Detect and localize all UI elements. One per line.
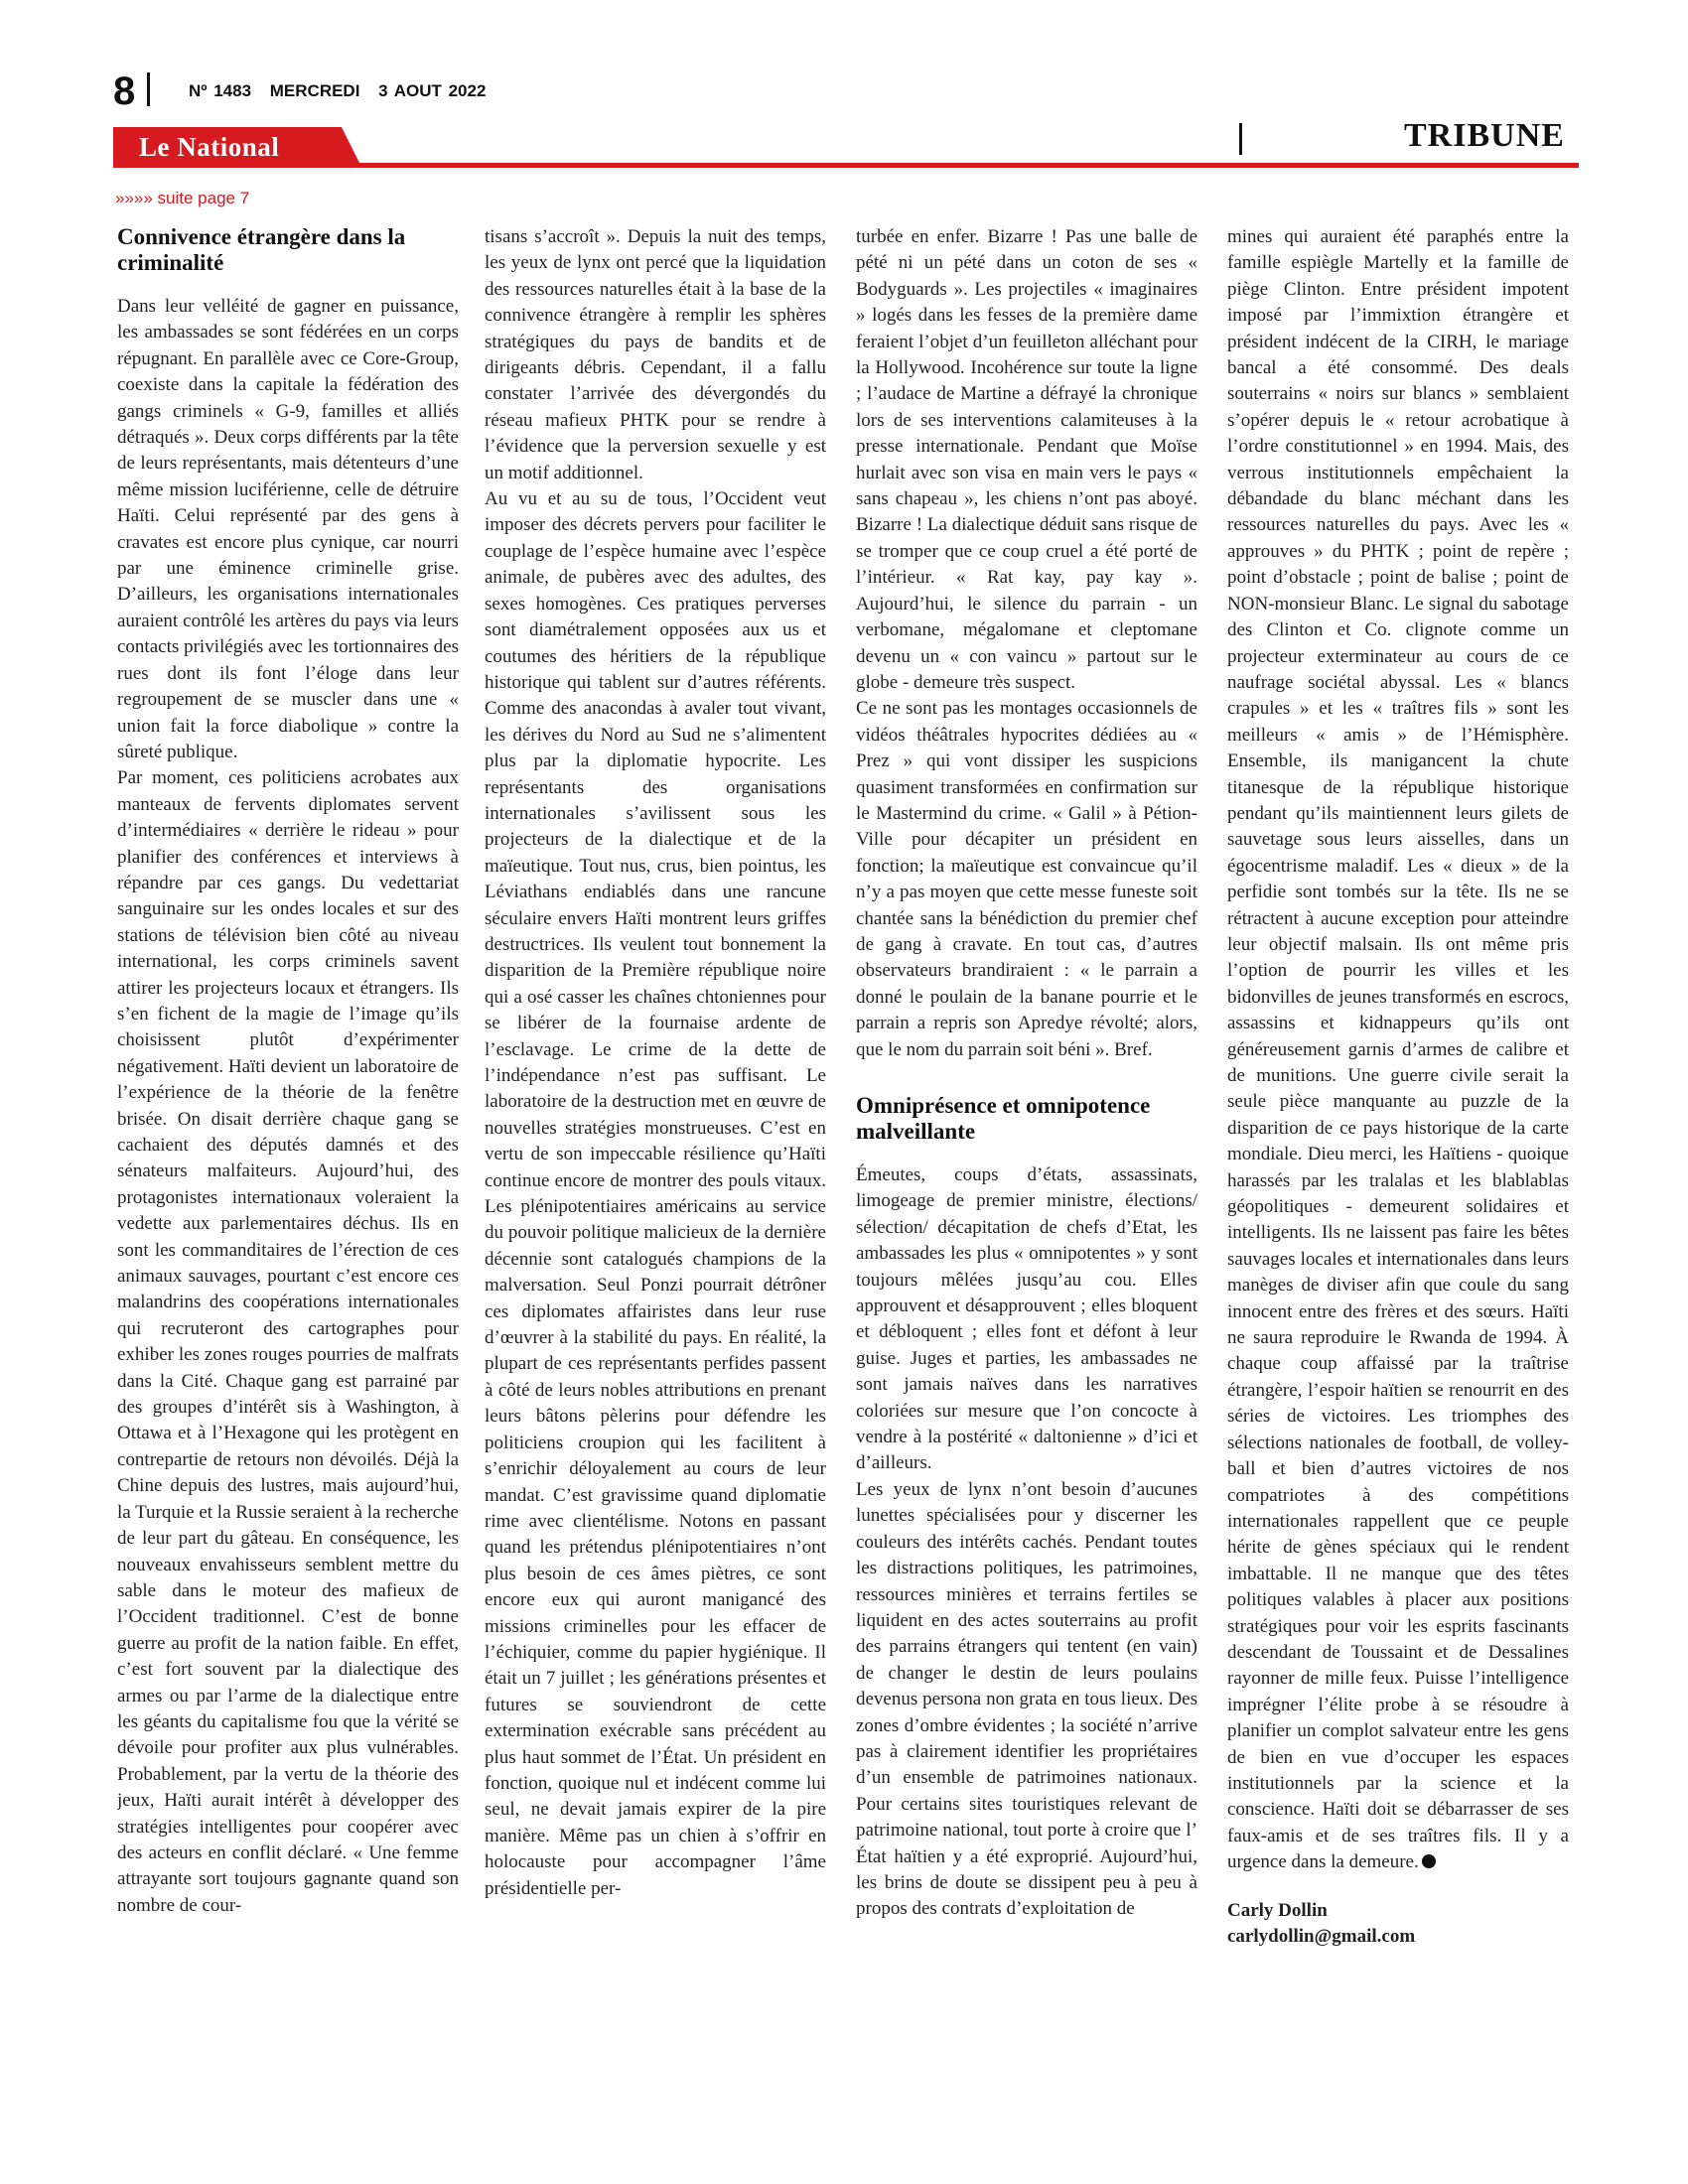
article-paragraph-text: mines qui auraient été paraphés entre la famille espiègle Martelly et la famille de piège Clinton. Entre président impotent imposé par l’immixtion étrangère et président indécent de la CIRH, le mariage bancal a été consommé. Des deals souterrains « noirs sur blancs » semblaient s’opérer depuis le « retour acrobatique à l’ordre constitutionnel » en 1994. Mais, des verrous institutionnels empêchaient la débandade du blanc méchant dans les ressources naturelles du pays. Avec les « approuves » du PHTK ; point de repère ; point d’obstacle ; point de balise ; point de NON-monsieur Blanc. Le signal du sabotage des Clinton et Co. clignote comme un projecteur exterminateur au cours de ce naufrage sociétal abyssal. Les « blancs crapules » et les « traîtres fils » sont les meilleurs « amis » de l’Hémisphère. Ensemble, ils manigancent la chute titanesque de la république historique pendant qu’ils maintiennent leurs gilets de sauvetage sous leurs aisselles, dans un égocentrisme maladif. Les « dieux » de la perfidie sont tombés sur la tête. Ils ne se rétractent à aucune exception pour atteindre leur objectif malsain. Ils ont même pris l’option de pourrir les villes et les bidonvilles de jeunes transformés en escrocs, assassins et kidnappeurs qu’ils ont généreusement garnis d’armes de calibre et de munitions. Une guerre civile serait la seule pièce manquante au puzzle de la disparition de ce pays historique de la carte mondiale. Dieu merci, les Haïtiens - quoique harassés par les tralalas et les blablablas géopolitiques - demeurent solidaires et intelligents. Ils ne laissent pas faire les bêtes sauvages locales et internationales dans leurs manèges de diviser afin que coule du sang innocent entre des frères et des sœurs. Haïti ne saura reproduire le Rwanda de 1994. À chaque coup affaissé par la traîtrise étrangère, l’espoir haïtien se renourrit en des séries de victoires. Les triomphes des sélections nationales de football, de volley-ball et bien d’autres victoires de nos compatriotes à des compétitions internationales rappellent que ce peuple hérite de gènes spéciaux qui le rendent imbattable. Il ne manque que des têtes politiques valables à placer aux positions stratégiques pour voir les esprits fascinants descendant de Toussaint et de Dessalines rayonner de mille feux. Puisse l’intelligence imprégner l’élite probe à se résoudre à planifier un complot salvateur entre les gens de bien en vue d’occuper les espaces institutionnels par la science et la conscience. Haïti doit se débarrasser de ses faux-amis et de ses traîtres fils. Il y a urgence dans la demeure. bbox=[1227, 226, 1569, 1873]
article-paragraph-final bbox=[1227, 224, 1569, 1876]
brand-name: Le National bbox=[139, 132, 280, 162]
article-paragraph: Par moment, ces politiciens acrobates aux manteaux de fervents diplomates servent d’intermédiaires « derrière le rideau » pour planifier des conférences et interviews à répandre par ces gangs. Du vedettariat sanguinaire sur les ondes locales et sur des stations de télévision bien côté au niveau international, les corps criminels savent attirer les projecteurs locaux et étrangers. Ils s’en fichent de la magie de l’image qu’ils choisissent plutôt d’expérimenter négativement. Haïti devient un laboratoire de l’expérience de la théorie de la fenêtre brisée. On disait derrière chaque gang se cachaient des députés damnés et des sénateurs malfaiteurs. Aujourd’hui, des protagonistes internationaux voleraient la vedette aux parlementaires déchus. Ils en sont les commanditaires de l’érection de ces animaux sauvages, pourtant c’est encore ces malandrins des coopérations internationales qui recruteront des cartographes pour exhiber les zones rouges pourries de malfrats dans la Cité. Chaque gang est parrainé par des groupes d’intérêt sis à Washington, à Ottawa et à l’Hexagone qui les protègent en contrepartie de retours non dévoilés. Déjà la Chine depuis des lustres, mais aujourd’hui, la Turquie et la Russie seraient à la recherche de leur part du gâteau. En conséquence, les nouveaux envahisseurs semblent mettre du sable dans le moteur des mafieux de l’Occident traditionnel. C’est de bonne guerre au profit de la nation faible. En effet, c’est fort souvent par la dialectique des armes ou par l’arme de la dialectique entre les géants du capitalisme fou que la vérité se dévoile pour profiter aux plus vulnérables. Probablement, par la vertu de la théorie des jeux, Haïti aurait intérêt à développer des stratégies intelligentes pour coopérer avec des acteurs en conflit déclaré. « Une femme attrayante sort toujours gagnante quand son nombre de cour- bbox=[117, 767, 459, 1916]
article-paragraph: turbée en enfer. Bizarre ! Pas une balle de pété ni un pété dans un coton de ses « Bodyguards ». Les projectiles « imaginaires » logés dans les fesses de la première dame feraient l’objet d’un feuilleton alléchant pour la Hollywood. Incohérence sur toute la ligne ; l’audace de Martine a défrayé la chronique lors de ses interventions calamiteuses à la presse internationale. Pendant que Moïse hurlait avec son visa en main vers le pays « sans chapeau », les chiens n’ont pas aboyé. Bizarre ! La dialectique déduit sans risque de se tromper que ce coup cruel a été porté de l’intérieur. « Rat kay, pay kay ». Aujourd’hui, le silence du parrain - un verbomane, mégalomane et cleptomane devenu un « con vaincu » partout sur le globe - demeure très suspect. bbox=[856, 226, 1197, 693]
author-email: carlydollin@gmail.com bbox=[1227, 1925, 1416, 1947]
article-subheading: Connivence étrangère dans la criminalité bbox=[117, 224, 406, 275]
section-title: TRIBUNE bbox=[1404, 117, 1565, 154]
article-paragraph: Ce ne sont pas les montages occasionnels de vidéos théâtrales hypocrites dédiées au « Prez » qui vont dissiper les suspicions quasiment transformées en confirmation sur le Mastermind du crime. « Galil » à Pétion-Ville pour décapiter un président en fonction; la maïeutique est convaincue qu’il n’y a pas moyen que cette messe funeste soit chantée sans la bénédiction du premier chef de gang à cravate. En tout cas, d’autres observateurs brandiraient : « le parrain a donné le poulain de la banane pourrie et le parrain a repris son Apredye révolté; alors, que le nom du parrain soit béni ». Bref. bbox=[856, 698, 1197, 1060]
page-number: 8 bbox=[113, 69, 136, 113]
issue-info bbox=[189, 81, 497, 101]
article-paragraph: Les yeux de lynx n’ont besoin d’aucunes lunettes spécialisées pour y discerner les couleurs des intérêts cachés. Pendant toutes les distractions politiques, les patrimoines, ressources minières et terrains fertiles se liquident en des actes souterrains au profit des parrains étrangers qui tentent (en vain) de changer le destin de leurs poulains devenus persona non grata en tous lieux. Des zones d’ombre évidentes ; la société n’arrive pas à clairement identifier les propriétaires d’un ensemble de patrimoines nationaux. Pour certains sites touristiques relevant de patrimoine national, tout porte à croire que l’ État haïtien y a été exproprié. Aujourd’hui, les brins de doute se dissipent peu à peu à propos des contrats d’exploitation de bbox=[856, 1478, 1197, 1920]
article-column-2 bbox=[485, 224, 826, 2111]
end-of-article-icon bbox=[1422, 1854, 1436, 1868]
author-signature bbox=[1227, 1898, 1569, 1950]
issue-day: MERCREDI bbox=[269, 81, 360, 100]
article-column-1 bbox=[117, 224, 459, 2111]
author-name: Carly Dollin bbox=[1227, 1899, 1328, 1921]
article-subheading: Omniprésence et omnipotence malveillante bbox=[856, 1093, 1151, 1144]
header-rule bbox=[113, 163, 1579, 168]
article-paragraph: tisans s’accroît ». Depuis la nuit des temps, les yeux de lynx ont percé que la liquidation des ressources naturelles était à la base de la connivence étrangère à remplir les sphères stratégiques du pays de bandits et de dirigeants débris. Cependant, il a fallu constater l’arrivée des dévergondés du réseau mafieux PHTK pour se rendre à l’évidence que la perversion sexuelle y est un motif additionnel. bbox=[485, 226, 826, 483]
continued-from: »»»» suite page 7 bbox=[115, 189, 250, 207]
article-paragraph: Au vu et au su de tous, l’Occident veut imposer des décrets pervers pour faciliter le couplage de l’espèce humaine avec l’espèce animale, de pubères avec des adultes, des sexes homogènes. Ces pratiques perverses sont diamétralement opposées aux us et coutumes des héritiers de la république historique qui tablent sur d’autres référents. Comme des anacondas à avaler tout vivant, les dérives du Nord au Sud ne s’alimentent plus par la diplomatie hypocrite. Les représentants des organisations internationales s’avilissent sous les projecteurs de la dialectique et de la maïeutique. Tout nus, crus, bien pointus, les Léviathans endiablés dans une rancune séculaire envers Haïti montrent leurs griffes destructrices. Ils veulent tout bonnement la disparition de la Première république noire qui a osé casser les chaînes chtoniennes pour se libérer de la fournaise ardente de l’esclavage. Le crime de la dette de l’indépendance n’est pas suffisant. Le laboratoire de la destruction met en œuvre de nouvelles stratégies monstrueuses. C’est en vertu de son impeccable résilience qu’Haïti continue encore de montrer des pouls vitaux. Les plénipotentiaires américains au service du pouvoir politique malicieux de la dernière décennie sont catalogués champions de la malversation. Seul Ponzi pourrait détrôner ces diplomates affairistes dans leur ruse d’œuvrer à la stabilité du pays. En réalité, la plupart de ces représentants perfides passent à côté de leurs nobles attributions en prenant leurs bâtons pèlerins pour défendre les politiciens croupion qui les facilitent à s’enrichir déloyalement au cours de leur mandat. C’est gravissime quand diplomatie rime avec clientélisme. Notons en passant quand les prétendus plénipotentiaires n’ont plus besoin de ces âmes piètres, ce sont encore eux qui auront manigancé des missions criminelles pour les effacer de l’échiquier, comme du papier hygiénique. Il était un 7 juillet ; les générations présentes et futures se souviendront de cette extermination exécrable sans précédent au plus haut sommet de l’État. Un président en fonction, quoique nul et indécent comme lui seul, ne devait jamais expirer de la pire manière. Même pas un chien à s’offrir en holocauste pour accompagner l’âme présidentielle per- bbox=[485, 488, 826, 1899]
issue-number: Nº 1483 bbox=[189, 81, 252, 100]
article-column-4 bbox=[1227, 224, 1569, 2111]
section-divider bbox=[1239, 123, 1242, 155]
article-paragraph: Dans leur velléité de gagner en puissance, les ambassades se sont fédérées en un corps répugnant. En parallèle avec ce Core-Group, coexiste dans la capitale la fédération des gangs criminels « G-9, familles et alliés détraqués ». Deux corps différents par la tête de leurs représentants, mais détenteurs d’une même mission luciférienne, celle de détruire Haïti. Celui représenté par des gens à cravates est encore plus cynique, car nourri par une éminence criminelle grise. D’ailleurs, les organisations internationales auraient contrôlé les artères du pays via leurs contacts privilégiés avec les tortionnaires des rues dont ils font l’éloge dans leur regroupement de se muscler dans une « union fait la force diabolique » contre la sûreté publique. bbox=[117, 296, 459, 762]
page-number-divider bbox=[147, 72, 150, 106]
issue-date: 3 AOUT 2022 bbox=[378, 81, 487, 100]
article-column-3 bbox=[856, 224, 1197, 2111]
article-paragraph: Émeutes, coups d’états, assassinats, limogeage de premier ministre, élections/ sélection/ décapitation de chefs d’Etat, les ambassades les plus « omnipotentes » y sont toujours mêlées jusqu’au cou. Elles approuvent et désapprouvent ; elles bloquent et débloquent ; elles font et défont à leur guise. Juges et parties, les ambassades ne sont jamais naïves dans les narratives coloriées sur mesure que l’on concocte à vendre à la postérité « daltonienne » d’ici et d’ailleurs. bbox=[856, 1164, 1197, 1474]
